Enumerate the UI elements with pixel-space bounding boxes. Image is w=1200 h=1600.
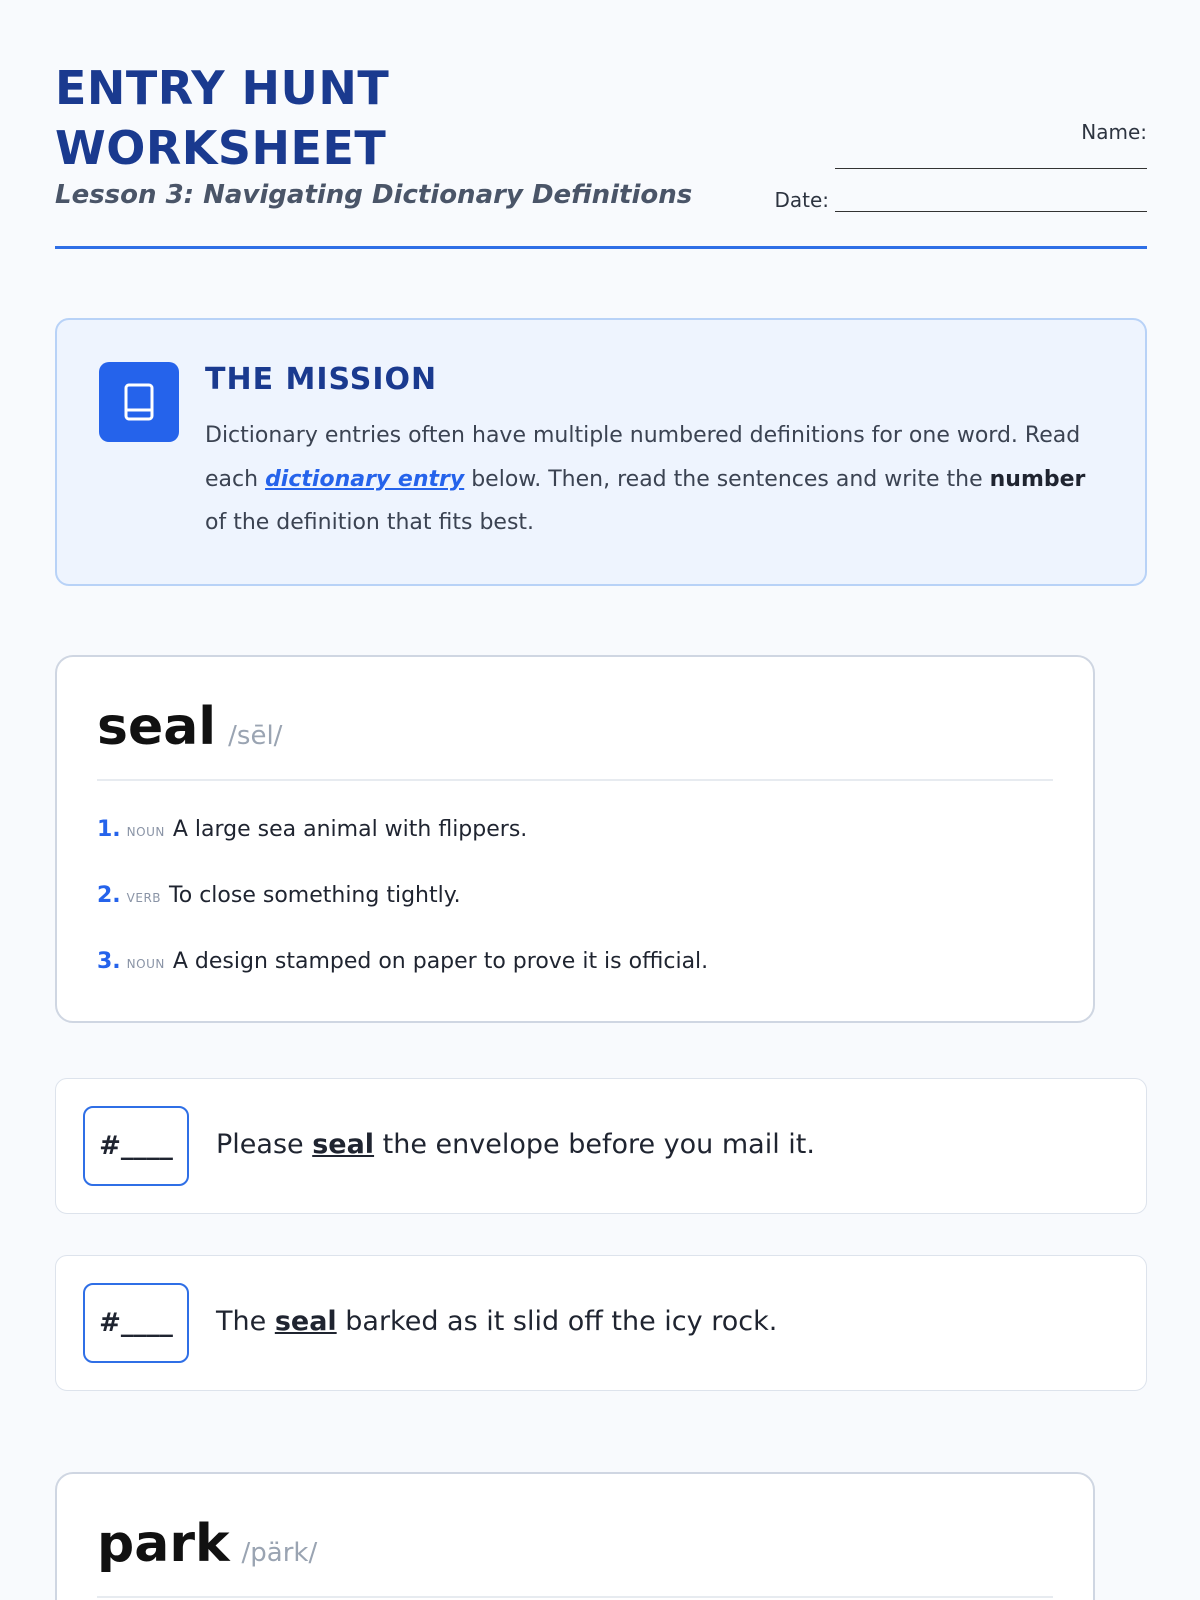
definition-number: 1. — [97, 817, 121, 842]
date-field — [774, 188, 1147, 212]
target-word: seal — [274, 1306, 337, 1337]
part-of-speech: verb — [126, 887, 162, 907]
definition-text: A large sea animal with flippers. — [172, 817, 528, 842]
entry-headword — [97, 697, 282, 757]
sentence-after: the envelope before you mail it. — [374, 1129, 815, 1160]
part-of-speech: noun — [126, 953, 165, 973]
worksheet-header — [55, 58, 1147, 250]
dictionary-entry-seal — [55, 655, 1095, 1023]
mission-text-3: of the definition that fits best. — [205, 510, 535, 535]
definition-item — [97, 815, 1037, 881]
entry-headword — [97, 1514, 317, 1574]
date-label: Date: — [774, 188, 829, 212]
sentence-after: barked as it slid off the icy rock. — [336, 1306, 778, 1337]
mission-bold-number: number — [989, 466, 1086, 492]
book-icon-svg — [121, 382, 157, 422]
question-sentence — [216, 1306, 777, 1337]
definition-item — [97, 881, 1037, 947]
pronunciation: /pärk/ — [241, 1538, 318, 1568]
definition-text: To close something tightly. — [169, 883, 461, 908]
name-field-line[interactable] — [835, 168, 1147, 169]
question-card — [55, 1255, 1147, 1391]
mission-text-2: below. Then, read the sentences and write the — [464, 466, 990, 492]
definition-item — [97, 947, 1037, 1013]
dictionary-entry-link[interactable]: dictionary entry — [265, 466, 465, 492]
definitions-list — [97, 815, 1037, 1013]
mission-instructions — [205, 414, 1105, 545]
header-divider — [55, 246, 1147, 249]
sentence-before: The — [216, 1306, 275, 1337]
answer-input-box[interactable]: #____ — [83, 1106, 189, 1186]
definition-number: 3. — [97, 949, 121, 974]
answer-input-box[interactable]: #____ — [83, 1283, 189, 1363]
question-sentence — [216, 1129, 815, 1160]
sentence-before: Please — [216, 1129, 313, 1160]
pronunciation: /sēl/ — [228, 721, 283, 751]
entry-divider — [97, 779, 1053, 781]
title-line-1: ENTRY HUNT — [55, 61, 390, 115]
date-field-line[interactable] — [835, 190, 1147, 212]
question-card — [55, 1078, 1147, 1214]
mission-title: THE MISSION — [205, 362, 438, 397]
part-of-speech: noun — [126, 821, 165, 841]
lesson-subtitle: Lesson 3: Navigating Dictionary Definitions — [55, 180, 693, 210]
definition-number: 2. — [97, 883, 121, 908]
target-word: seal — [312, 1129, 375, 1160]
name-label: Name: — [1081, 120, 1147, 144]
headword-text: park — [97, 1514, 230, 1574]
mission-box — [55, 318, 1147, 586]
entry-divider — [97, 1596, 1053, 1598]
headword-text: seal — [97, 697, 217, 757]
dictionary-entry-park — [55, 1472, 1095, 1600]
title-line-2: WORKSHEET — [55, 121, 387, 175]
mission-text-1: Dictionary entries often have multiple numbered definitions for one word. Read each — [205, 423, 1081, 492]
definition-text: A design stamped on paper to prove it is official. — [172, 949, 709, 974]
book-icon — [99, 362, 179, 442]
